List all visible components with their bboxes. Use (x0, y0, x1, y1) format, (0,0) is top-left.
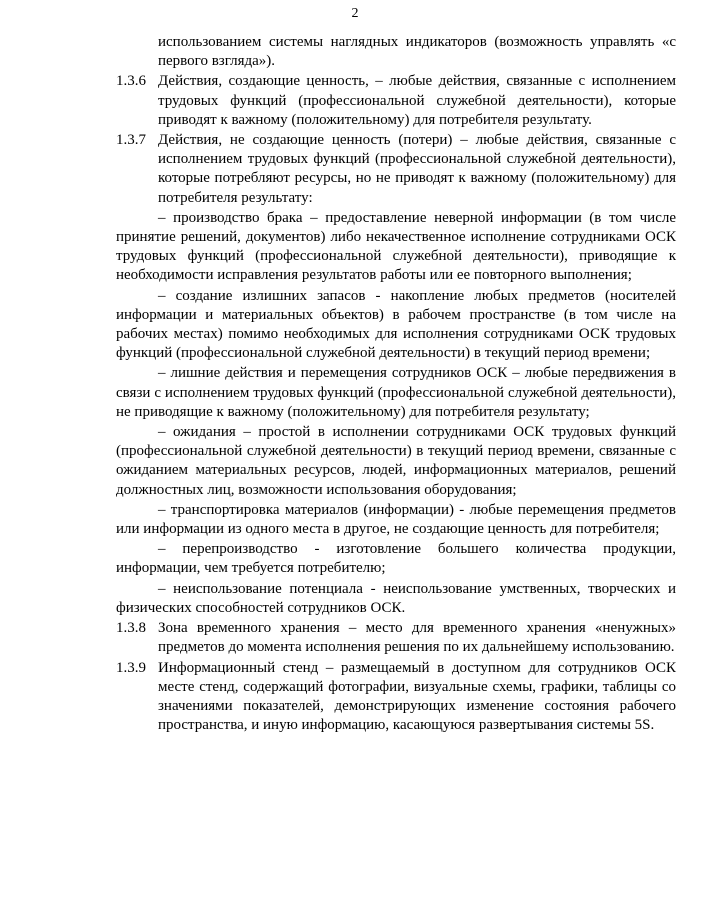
definition-item-1-3-7 (116, 131, 676, 208)
continuation-paragraph: использованием системы наглядных индикаторов (возможность управлять «с первого взгляда»). (158, 34, 676, 70)
definition-item-1-3-9 (116, 659, 676, 736)
item-number: 1.3.7 (116, 132, 146, 149)
bullet-defects: – производство брака – предоставление неверной информации (в том числе принятие решений, документов) либо некачественное исполнение сотрудниками ОСК трудовых функций (профессиональной служебной деятельности), приводящие к необходимости исправления результатов работы или ее повторного выполнения; (116, 209, 676, 284)
item-text: Зона временного хранения – место для временного хранения «ненужных» предметов до момента исполнения решения по их дальнейшему использованию. (158, 620, 676, 656)
item-number: 1.3.8 (116, 620, 146, 637)
bullet-unused-potential: – неиспользование потенциала - неиспользование умственных, творческих и физических способностей сотрудников ОСК. (116, 580, 676, 616)
bullet-transportation: – транспортировка материалов (информации) - любые перемещения предметов или информации из одного места в другое, не создающие ценность для потребителя; (116, 501, 676, 538)
item-text: Информационный стенд – размещаемый в доступном для сотрудников ОСК месте стенд, содержащий фотографии, визуальные схемы, графики, таблицы со значениями показателей, демонстрирующих изменение состояния рабочего пространства, и иную информацию, касающуюся развертывания системы 5S. (158, 659, 676, 734)
bullet-overproduction: – перепроизводство - изготовление большего количества продукции, информации, чем требуется потребителю; (116, 541, 676, 577)
document-body (116, 33, 676, 736)
item-number: 1.3.6 (116, 73, 146, 90)
page-number: 2 (351, 6, 359, 21)
item-text: Действия, создающие ценность, – любые действия, связанные с исполнением трудовых функций (профессиональной служебной деятельности), которые приводят к важному (положительному) для потребителя результату. (158, 73, 676, 128)
bullet-extra-motion: – лишние действия и перемещения сотрудников ОСК – любые передвижения в связи с исполнением трудовых функций (профессиональной служебной деятельности), не приводящие к важному (положительному) для потребителя результату; (116, 365, 676, 420)
definition-item-1-3-8 (116, 619, 676, 657)
item-text: Действия, не создающие ценность (потери) – любые действия, связанные с исполнением трудовых функций (профессиональной служебной деятельности), которые потребляют ресурсы, но не приводят к важному (положительному) для потребителя результату: (158, 132, 676, 206)
bullet-waiting: – ожидания – простой в исполнении сотрудниками ОСК трудовых функций (профессиональной служебной деятельности) в текущий период времени, связанные с ожиданием материальных ресурсов, людей, информационных материалов, решений должностных лиц, возможности использования оборудования; (116, 424, 676, 498)
item-number: 1.3.9 (116, 659, 146, 676)
bullet-excess-inventory: – создание излишних запасов - накопление любых предметов (носителей информации и материальных объектов) в рабочем пространстве (в том числе на рабочих местах) помимо необходимых для исполнения сотрудниками ОСК трудовых функций (профессиональной служебной деятельности) в текущий период времени; (116, 287, 676, 362)
definition-item-1-3-6 (116, 72, 676, 130)
